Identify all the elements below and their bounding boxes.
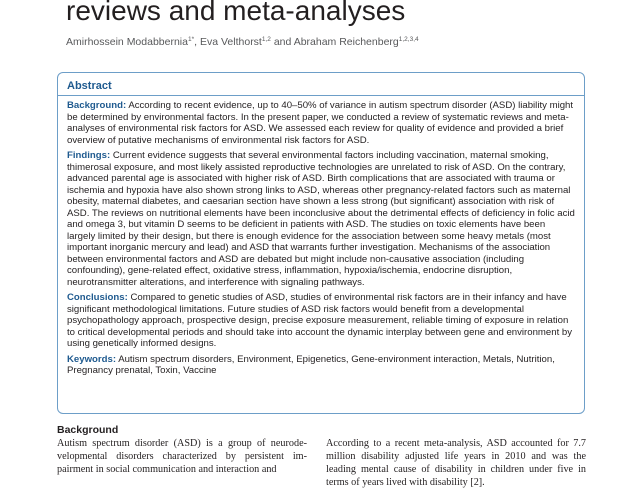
section-heading: Background <box>57 424 119 436</box>
author-name: Amirhossein Modabbernia <box>66 36 188 48</box>
body-paragraph: According to a recent meta-analysis, ASD accounted for 7.7 million disability adjusted life years in 2010 and was the leading mental cause of disability in children under five in terms of years lived with disability [2]. <box>326 438 586 488</box>
author-name: Eva Velthorst <box>199 36 262 48</box>
keywords-label: Keywords: <box>67 353 117 365</box>
author-affiliation: 1,2 <box>261 36 271 43</box>
findings-text: Current evidence suggests that several environmental factors including vaccination, maternal smoking, thimerosal exposure, and most likely assisted reproductive technologies are unrelated to risk of ASD. On the contrary, advanced parental age is associated with higher risk of ASD. Birth complications that are associated with trauma or ischemia and hypoxia have also shown strong links to ASD, whereas other pregnancy-related factors such as maternal obesity, maternal diabetes, and caesarian section have shown a less strong (but significant) association with risk of ASD. The reviews on nutritional elements have been inconclusive about the detrimental effects of deficiency in folic acid and omega 3, but vitamin D seems to be deficient in patients with ASD. The studies on toxic elements have been largely limited by their design, but there is enough evidence for the association between some heavy metals (most important inorganic mercury and lead) and ASD that warrants further investigation. Mechanisms of the association between environmental factors and ASD are debated but might include non-causative association (including confounding), gene-related effect, oxidative stress, inflammation, hypoxia/ischemia, endocrine disruption, neurotransmitter alterations, and interference with signaling pathways. <box>67 150 575 288</box>
findings-label: Findings: <box>67 150 111 161</box>
abstract-keywords <box>67 354 575 377</box>
author-separator: and <box>270 36 294 48</box>
author-affiliation: 1,2,3,4 <box>398 36 419 43</box>
body-column-right <box>326 437 586 489</box>
abstract-findings <box>67 150 575 288</box>
abstract-box <box>57 72 585 414</box>
author-separator: , <box>194 36 200 48</box>
background-label: Background: <box>67 100 127 111</box>
body-paragraph: Autism spectrum disorder (ASD) is a group of neurode-velopmental disorders characterized by persistent im-pairment in social communication and interaction and <box>57 438 307 475</box>
keywords-text: Autism spectrum disorders, Environment, Epigenetics, Gene-environment interaction, Metals, Nutrition, Pregnancy prenatal, Toxin, Vaccine <box>67 353 555 376</box>
paper-title: reviews and meta-analyses <box>66 0 406 26</box>
author-name: Abraham Reichenberg <box>293 36 399 48</box>
author-affiliation: 1* <box>187 36 195 43</box>
abstract-divider <box>58 95 584 96</box>
abstract-heading: Abstract <box>67 80 112 92</box>
body-column-left <box>57 424 307 476</box>
background-text: According to recent evidence, up to 40–50% of variance in autism spectrum disorder (ASD) liability might be determined by environmental factors. In the present paper, we conducted a review of systematic reviews and meta-analyses of environmental risk factors for ASD. We assessed each review for quality of evidence and provided a brief overview of putative mechanisms of environmental risk factors for ASD. <box>67 100 574 146</box>
abstract-conclusions <box>67 292 575 350</box>
abstract-background <box>67 100 575 146</box>
author-list <box>66 36 419 48</box>
conclusions-text: Compared to genetic studies of ASD, studies of environmental risk factors are in their infancy and have significant methodological limitations. Future studies of ASD risk factors would benefit from a developmental psychopathology approach, prospective design, precise exposure measurement, reliable timing of exposure in relation to critical developmental periods and should take into account the dynamic interplay between gene and environment by using genetically informed designs. <box>67 292 573 349</box>
conclusions-label: Conclusions: <box>67 292 128 303</box>
